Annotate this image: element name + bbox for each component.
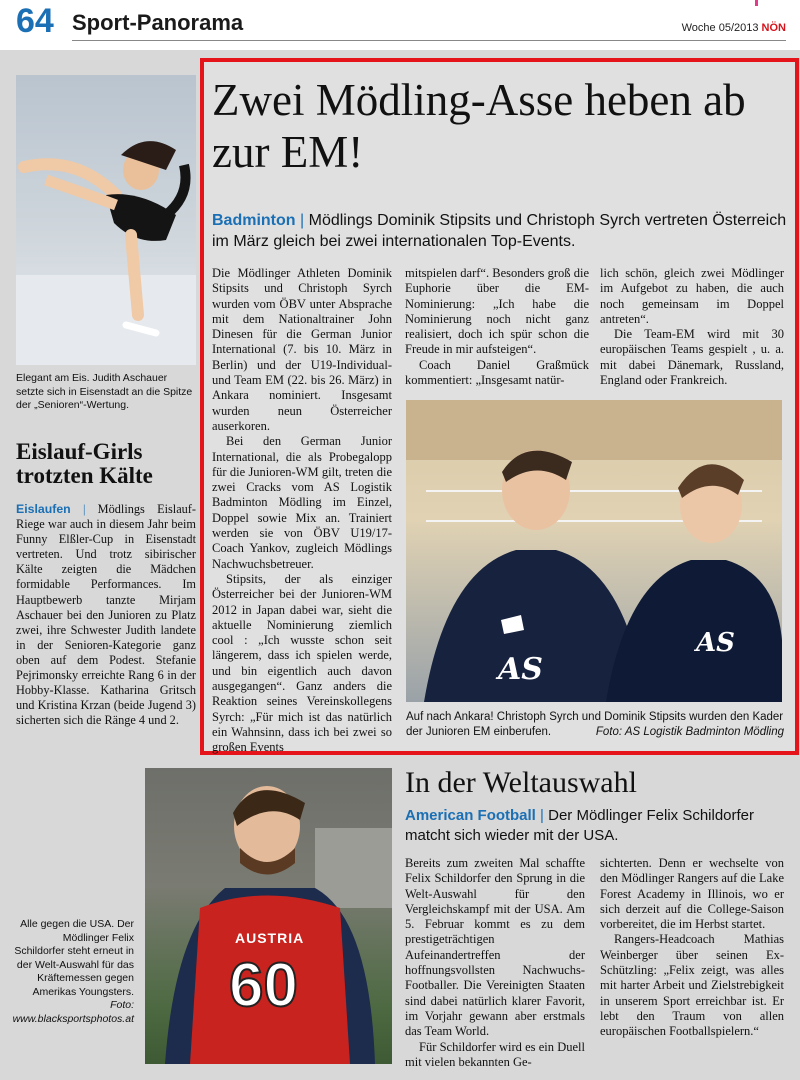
jersey-text: AUSTRIA xyxy=(235,930,305,946)
bottom-kicker: American Football xyxy=(405,807,536,824)
left-kicker: Eislaufen xyxy=(16,502,71,516)
badminton-photo-credit: Foto: AS Logistik Badminton Mödling xyxy=(595,725,784,738)
badminton-caption-text: Auf nach Ankara! Christoph Syrch und Dominik Stipsits wurden den Kader der Junioren EM einberufen. xyxy=(406,711,784,738)
bottom-col1-p1: Bereits zum zweiten Mal schaffte Felix Schildorfer den Sprung in die Welt-Auswahl für den Vergleichskampf mit der USA. Am 5. Februar kommt es zu dem prestigeträchtigen Aufeinandertreffen der hoffnungsvollsten Nachwuchs-Footballer. Die Vereinigten Staaten sind dabei natürlich klarer Favorit, im Vorjahr gewann aber erstmals das Team World. xyxy=(405,856,585,1039)
football-photo xyxy=(145,768,392,1064)
issue-week: Woche 05/2013 xyxy=(681,22,759,34)
shirt-logo-right: AS xyxy=(696,628,735,658)
main-col1-p1: Die Mödlinger Athleten Dominik Stipsits und Christoph Syrch wurden vom ÖBV unter Absprache mit dem Nationaltrainer John Dinesen für die German Junior International (7. bis 10. März in Berlin) und der U19-Individual- und Team EM (22. bis 26. März) in Ankara nominiert. Insgesamt wurden neun Österreicher auserkoren. xyxy=(212,266,392,433)
bottom-col1-p2: Für Schildorfer wird es ein Duell mit vielen bekannten Ge- xyxy=(405,1039,585,1069)
main-col1-p2: Bei den German Junior International, die als Probegalopp für die Junioren-WM gilt, treten die zwei Cracks vom AS Logistik Badminton Mödling im Einzel, Doppel sowie Mix an. Trainiert werden sie von ÖBV U19/17-Coach Yankov, zugleich Mödlings Nachwuchsbetreuer. xyxy=(212,434,392,571)
page-header xyxy=(0,0,800,50)
football-photo-credit: Foto: www.blacksportsphotos.at xyxy=(12,999,134,1025)
header-rule xyxy=(72,40,786,41)
skater-caption: Elegant am Eis. Judith Aschauer setzte sich in Eisenstadt an die Spitze der „Senioren“-Wertung. xyxy=(16,372,193,411)
main-col1-p3: Stipsits, der als einziger Österreicher bei der Junioren-WM 2012 in Japan dabei war, sieht die aktuelle Nominierung ziemlich cool : „Ich wusste schon seit längerem, dass ich spielen werde, und bin eigentlich auch davon ausgegangen“. Ganz anders die Reaktion seines Vereinskollegens Syrch: „Für mich ist das natürlich ein Wahnsinn, dass ich bei zwei so großen Events xyxy=(212,571,392,755)
main-col-1 xyxy=(212,266,392,756)
section-title: Sport-Panorama xyxy=(72,10,244,35)
main-kicker: Badminton xyxy=(212,212,296,229)
kicker-separator: | xyxy=(540,807,544,824)
kicker-separator: | xyxy=(300,212,305,229)
main-headline: Zwei Mödling-Asse heben ab zur EM! xyxy=(212,75,746,177)
pink-marker xyxy=(755,0,758,6)
bottom-col-1 xyxy=(405,856,585,1070)
page-number: 64 xyxy=(16,2,54,40)
main-subhead-text: Mödlings Dominik Stipsits und Christoph Syrch vertreten Österreich im März gleich bei zwei internationalen Top-Events. xyxy=(212,212,787,250)
main-col2-p2: Coach Daniel Graßmück kommentiert: „Insgesamt natür- xyxy=(405,357,589,388)
bottom-col2-p1: sichterten. Denn er wechselte von den Mödlinger Rangers auf die Lake Forest Academy in Illinois, wo er sich derzeit auf die College-Saison vorbereitet, die im Herbst startet. xyxy=(600,856,784,932)
left-headline: Eislauf-Girls trotzten Kälte xyxy=(16,439,153,488)
main-subhead xyxy=(212,210,792,252)
badminton-photo xyxy=(406,400,782,702)
skater-photo xyxy=(16,75,196,365)
main-col3-p2: Die Team-EM wird mit 30 europäischen Teams gespielt , u. a. mit dabei Dänemark, Russland, England oder Frankreich. xyxy=(600,327,784,388)
bottom-headline: In der Weltauswahl xyxy=(405,766,637,799)
main-col-3 xyxy=(600,266,784,388)
main-col2-p1: mitspielen darf“. Besonders groß die Euphorie über die EM-Nominierung: „Ich habe die Nominierung noch nicht ganz realisiert, doch ich spür schon die Freude in mir aufsteigen“. xyxy=(405,266,589,357)
brand-logo: NÖN xyxy=(761,22,786,34)
kicker-separator: | xyxy=(82,502,86,516)
issue-label xyxy=(682,22,786,34)
badminton-caption xyxy=(406,710,784,739)
left-body-text: Mödlings Eislauf-Riege war auch in diesem Jahr beim Funny Elßler-Cup in Eisenstadt vertreten. Und trotz sibirischer Kälte zeigten die Mädchen formidable Performances. Im Hauptbewerb tanzte Mirjam Aschauer bei den Junioren zu Platz zwei, ihre Schwester Judith landete in der Senioren-Kategorie ganz oben auf dem Podest. Stefanie Pejrimonsky erreichte Rang 6 in der Hobby-Klasse. Katharina Gritsch und Kristina Krzan (beide Jugend 3) sicherten sich die Ränge 4 und 2. xyxy=(16,502,197,728)
football-caption xyxy=(12,918,134,1026)
main-col-2 xyxy=(405,266,589,388)
jersey-number: 60 xyxy=(229,951,298,1020)
bottom-subhead-text: Der Mödlinger Felix Schildorfer matcht sich wieder mit der USA. xyxy=(405,807,755,844)
left-body xyxy=(16,502,196,728)
football-caption-text: Alle gegen die USA. Der Mödlinger Felix Schildorfer steht erneut in der Welt-Auswahl für das Kräftemessen gegen Amerikas Youngsters. xyxy=(14,918,134,998)
bottom-col2-p2: Rangers-Headcoach Mathias Weinberger über seinen Ex-Schützling: „Felix zeigt, was alles mit harter Arbeit und Zielstrebigkeit in unserem Sport erreichbar ist. Er lebt den Traum von allen europäischen Footballspielern.“ xyxy=(600,932,784,1039)
bottom-col-2 xyxy=(600,856,784,1040)
main-col3-p1: lich schön, gleich zwei Mödlinger im Aufgebot zu haben, die auch noch gemeinsam im Doppel antreten“. xyxy=(600,266,784,326)
bottom-subhead xyxy=(405,806,790,846)
skater-illustration xyxy=(16,75,196,365)
shirt-logo-left: AS xyxy=(498,652,543,687)
